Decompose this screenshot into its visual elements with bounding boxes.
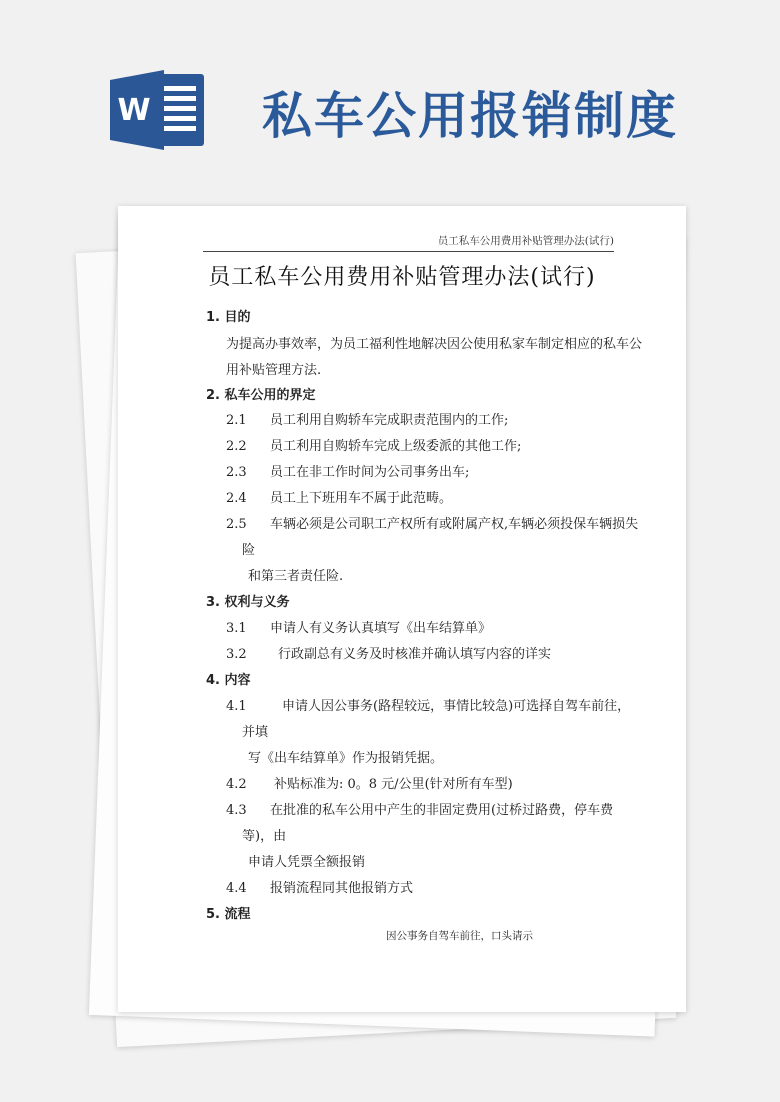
item-text: 员工利用自购轿车完成上级委派的其他工作; xyxy=(270,439,522,454)
banner-title: 私车公用报销制度 xyxy=(262,87,678,145)
section-heading: 1. 目的 xyxy=(206,310,251,325)
item-text: 员工在非工作时间为公司事务出车; xyxy=(270,465,470,480)
word-icon xyxy=(110,70,206,150)
section-heading: 5. 流程 xyxy=(206,907,251,922)
item-number: 4.1 xyxy=(226,699,247,714)
list-item xyxy=(226,487,452,506)
paragraph-line: 和第三者责任险. xyxy=(248,569,344,584)
paragraph-line: 写《出车结算单》作为报销凭据。 xyxy=(248,751,444,766)
item-number: 2.1 xyxy=(226,413,247,428)
item-number: 4.2 xyxy=(226,777,247,792)
section-heading: 4. 内容 xyxy=(206,673,251,688)
item-number: 2.3 xyxy=(226,465,247,480)
paragraph-line: 申请人凭票全额报销 xyxy=(248,855,366,870)
list-item xyxy=(226,513,638,532)
section-heading: 2. 私车公用的界定 xyxy=(206,388,316,403)
item-text: 员工上下班用车不属于此范畴。 xyxy=(270,491,453,506)
item-number: 2.5 xyxy=(226,517,247,532)
item-text: 补贴标准为: 0。8 元/公里(针对所有车型) xyxy=(274,777,513,792)
list-item xyxy=(226,643,551,662)
list-item xyxy=(226,799,613,818)
list-item xyxy=(226,773,513,792)
item-text: 申请人因公事务(路程较远，事情比较急)可选择自驾车前往， xyxy=(282,699,631,714)
item-number: 4.3 xyxy=(226,803,247,818)
item-number: 3.1 xyxy=(226,621,247,636)
document-title: 员工私车公用费用补贴管理办法(试行) xyxy=(208,265,596,290)
item-number: 2.2 xyxy=(226,439,247,454)
running-head: 员工私车公用费用补贴管理办法(试行) xyxy=(203,233,614,252)
item-number: 4.4 xyxy=(226,881,247,896)
item-text: 车辆必须是公司职工产权所有或附属产权,车辆必须投保车辆损失 xyxy=(270,517,639,532)
list-item xyxy=(226,877,413,896)
paragraph-line: 用补贴管理方法. xyxy=(226,363,322,378)
item-text: 申请人有义务认真填写《出车结算单》 xyxy=(270,621,492,636)
item-text: 在批准的私车公用中产生的非固定费用(过桥过路费，停车费 xyxy=(270,803,614,818)
svg-text:W: W xyxy=(117,93,151,128)
list-item xyxy=(226,461,469,480)
list-item xyxy=(226,617,491,636)
flowchart-step: 因公事务自驾车前往，口头请示 xyxy=(386,930,533,942)
paragraph-line: 险 xyxy=(242,543,256,558)
paragraph-line: 等)，由 xyxy=(242,829,287,844)
document-page xyxy=(118,206,686,1012)
list-item xyxy=(226,409,508,428)
list-item xyxy=(226,435,521,454)
section-heading: 3. 权利与义务 xyxy=(206,595,290,610)
paragraph-line: 并填 xyxy=(242,725,269,740)
item-text: 报销流程同其他报销方式 xyxy=(270,881,414,896)
item-number: 3.2 xyxy=(226,647,247,662)
list-item xyxy=(226,695,630,714)
item-number: 2.4 xyxy=(226,491,247,506)
item-text: 行政副总有义务及时核准并确认填写内容的详实 xyxy=(278,647,552,662)
item-text: 员工利用自购轿车完成职责范围内的工作; xyxy=(270,413,509,428)
paragraph-line: 为提高办事效率，为员工福利性地解决因公使用私家车制定相应的私车公 xyxy=(226,337,643,352)
